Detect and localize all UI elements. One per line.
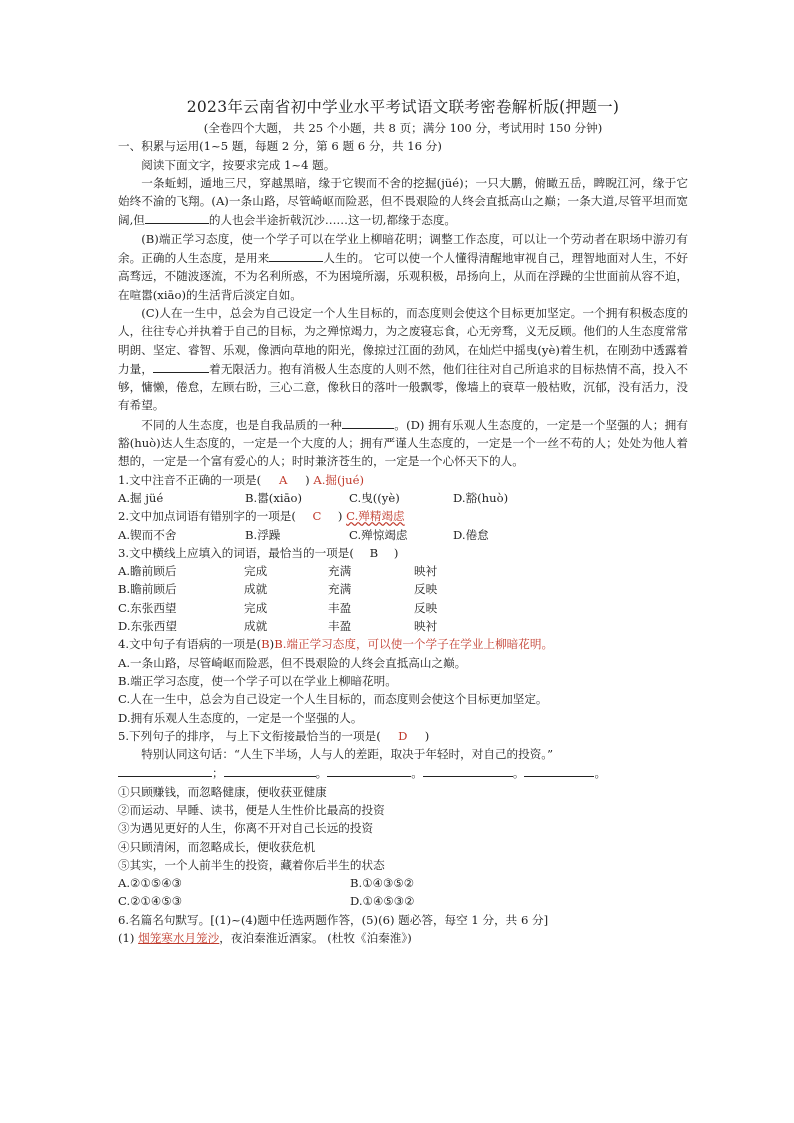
question-5-close: ) <box>424 728 430 743</box>
question-3-option-c <box>118 599 688 617</box>
paragraph-4-text-a: 不同的人生态度，也是自我品质的一种 <box>141 417 343 432</box>
order-blank <box>118 763 212 777</box>
paragraph-2-text-b: 人生的。 它可以使一个人懂得清醒地审视自己，理智地面对人生，不好高骛远，不随波逐流，不为名利所惑，不为困境所溺，乐观积极，昂扬向上，从而在浮躁的尘世面前从容不迫，在喧嚣(xiāo)的生活背后淡定自如。 <box>118 251 688 302</box>
option-b: B.浮躁 <box>245 527 281 542</box>
question-5-item-2: ②而运动、早睡、读书，便是人生性价比最高的投资 <box>118 802 385 817</box>
q3-cell: B.瞻前顾后 <box>118 582 177 597</box>
q3-cell: 反映 <box>414 582 438 597</box>
q3-cell: 反映 <box>414 600 438 615</box>
question-1-stem <box>118 471 688 489</box>
q3-cell: C.东张西望 <box>118 600 177 615</box>
paragraph-4-text-b: 。(D) 拥有乐观人生态度的，一定是一个坚强的人；拥有豁(huò)达人生态度的，一定是一个大度的人；拥有严谨人生态度的，一定是一个一丝不苟的人；处处为他人着想的，一定是一个富有爱心的人；时时兼济苍生的，一定是一个心怀天下的人。 <box>118 417 688 469</box>
question-4-explain: B.端正学习态度，可以使一个学子在学业上柳暗花明。 <box>274 637 554 652</box>
q3-cell: 完成 <box>244 564 268 579</box>
option-d: D.豁(huò) <box>453 490 509 505</box>
question-3-answer: B <box>369 545 379 560</box>
option-c: C.殚惊竭虑 <box>349 527 408 542</box>
order-blank <box>524 763 594 777</box>
fill-blank-1 <box>145 210 209 224</box>
q3-cell: 成就 <box>244 619 268 634</box>
option-d: D.①④⑤③② <box>350 894 415 909</box>
paragraph-2 <box>118 230 688 304</box>
question-1-answer: A <box>278 472 288 487</box>
paragraph-1 <box>118 174 688 230</box>
question-1-close: ) <box>305 472 310 487</box>
question-6-line-1-text: ，夜泊秦淮近酒家。 (杜牧《泊秦淮》) <box>219 931 412 946</box>
exam-page <box>118 96 688 947</box>
question-5-text: 5.下列句子的排序， 与上下文衔接最恰当的一项是( <box>118 728 381 743</box>
option-a: A.②①⑤④③ <box>118 876 183 891</box>
fill-blank-4 <box>342 415 394 429</box>
question-4-option-a: A.一条山路，尽管崎岖而险恶，但不畏艰险的人终会直抵高山之巅。 <box>118 655 467 670</box>
question-5-item-4: ④只顾清闲，而忽略成长，便收获危机 <box>118 839 316 854</box>
question-5-options-row-1 <box>118 874 688 892</box>
q3-cell: D.东张西望 <box>118 619 177 634</box>
page-title: 2023年云南省初中学业水平考试语文联考密卷解析版(押题一) <box>186 98 620 116</box>
fill-blank-2 <box>269 248 323 262</box>
question-4-option-b: B.端正学习态度，使一个学子可以在学业上柳暗花明。 <box>118 673 397 688</box>
q3-cell: 映衬 <box>414 564 438 579</box>
q3-cell: 充满 <box>328 582 352 597</box>
option-a: A.锲而不舍 <box>118 527 177 542</box>
question-3-stem <box>118 544 688 562</box>
paragraph-4 <box>118 415 688 471</box>
question-6-line-1-number: (1) <box>118 931 139 946</box>
option-d: D.倦怠 <box>453 527 489 542</box>
question-5-item-1: ①只顾赚钱，而忽略健康，便收获亚健康 <box>118 784 327 799</box>
question-6-stem: 6.名篇名句默写。[(1)~(4)题中任选两题作答，(5)(6) 题必答，每空 1 分，共 6 分] <box>118 912 549 927</box>
question-3-option-a <box>118 562 688 580</box>
order-blank <box>423 763 513 777</box>
question-3-option-b <box>118 580 688 598</box>
question-5-quote: 特别认同这句话：“人生下半场，人与人的差距，取决于年轻时，对自己的投资。” <box>141 747 554 762</box>
option-a: A.掘 jüé <box>118 490 164 505</box>
question-2-answer: C <box>312 509 322 524</box>
question-3-close: ) <box>393 545 399 560</box>
reading-intro: 阅读下面文字，按要求完成 1~4 题。 <box>141 157 336 172</box>
exam-subtitle: (全卷四个大题， 共 25 个小题，共 8 页；满分 100 分，考试用时 150 分钟) <box>203 121 603 135</box>
question-4-option-d: D.拥有乐观人生态度的，一定是一个坚强的人。 <box>118 710 363 725</box>
order-blank <box>327 763 411 777</box>
question-2-explain: C.殚精竭虑 <box>346 509 405 524</box>
question-6-line-1-answer: 烟笼寒水月笼沙 <box>138 931 220 946</box>
paragraph-2-text-a: (B)端正学习态度，使一个学子可以在学业上柳暗花明；调整工作态度，可以让一个劳动者在职场中游刃有余。正确的人生态度，是用来 <box>118 231 688 266</box>
q3-cell: 成就 <box>244 582 268 597</box>
question-2-text: 2.文中加点词语有错别字的一项是( <box>118 509 296 524</box>
q3-cell: 丰盈 <box>328 600 352 615</box>
question-5-answer: D <box>398 728 408 743</box>
question-4-close: ) <box>269 637 275 652</box>
question-5-blanks: ； 。 。 。 。 <box>118 763 688 782</box>
question-1-text: 1.文中注音不正确的一项是( <box>118 472 262 487</box>
question-3-option-d <box>118 617 688 635</box>
question-3-text: 3.文中横线上应填入的词语，最恰当的一项是( <box>118 545 354 560</box>
q3-cell: 丰盈 <box>328 619 352 634</box>
question-2-stem <box>118 507 688 525</box>
question-1-explain: A.掘(jué) <box>313 472 364 487</box>
question-1-options <box>118 489 688 507</box>
question-5-item-5: ⑤其实，一个人前半生的投资，藏着你后半生的状态 <box>118 857 385 872</box>
option-b: B.①④③⑤② <box>350 876 415 891</box>
question-2-close: ) <box>337 509 343 524</box>
section-heading: 一、积累与运用(1~5 题，每题 2 分，第 6 题 6 分，共 16 分) <box>118 139 442 154</box>
option-b: B.嚣(xiāo) <box>245 490 302 505</box>
question-4-text: 4.文中句子有语病的一项是( <box>118 637 262 652</box>
question-2-options <box>118 526 688 544</box>
question-5-options-row-2 <box>118 892 688 910</box>
question-4-option-c: C.人在一生中，总会为自己设定一个人生目标的，而态度则会使这个目标更加坚定。 <box>118 692 548 707</box>
q3-cell: 映衬 <box>414 619 438 634</box>
question-5-stem <box>118 727 688 745</box>
paragraph-1-tail: 的人也会半途折戟沉沙……这一切,都缘于态度。 <box>208 213 457 228</box>
paragraph-3-text-a: (C)人在一生中，总会为自己设定一个人生目标的，而态度则会使这个目标更加坚定。一个拥有积极态度的人，往往专心并执着于自己的目标，为之殚惊竭力，为之废寝忘食，心无旁骛，义无反顾。他们的人生态度常常明朗、坚定、睿智、乐观，像洒向草地的阳光，像掠过江面的劲风，在灿烂中摇曳(yè)着生机，在刚劲中透露着力量， <box>118 305 688 376</box>
option-c: C.曳((yè) <box>349 490 400 505</box>
q3-cell: A.瞻前顾后 <box>118 564 177 579</box>
fill-blank-3 <box>153 359 209 373</box>
paragraph-3 <box>118 304 688 415</box>
order-blank <box>224 763 316 777</box>
option-c: C.②①④⑤③ <box>118 894 183 909</box>
question-6-line-1 <box>118 929 688 947</box>
question-4-stem <box>118 635 688 653</box>
q3-cell: 充满 <box>328 564 352 579</box>
paragraph-1-text: 一条蚯蚓，遁地三尺，穿越黑暗，缘于它锲而不舍的挖掘(jüé)；一只大鹏，俯瞰五岳，睥睨江河，缘于它始终不渝的飞翔。(A)一条山路，尽管崎岖而险恶，但不畏艰险的人终会直抵高山之巅；一条大道,尽管平坦而宽阔,但 <box>118 175 688 228</box>
paragraph-3-text-b: 着无限活力。抱有消极人生态度的人则不然，他们往往对自己所追求的目标热情不高，投入不够，慵懒，倦怠，左顾右盼，三心二意，像秋日的落叶一般飘零，像墙上的衰草一般枯败，沉郁，没有活力，没有希望。 <box>118 361 688 413</box>
question-5-item-3: ③为遇见更好的人生，你离不开对自己长远的投资 <box>118 821 374 836</box>
q3-cell: 完成 <box>244 600 268 615</box>
question-4-answer: B <box>261 637 270 652</box>
